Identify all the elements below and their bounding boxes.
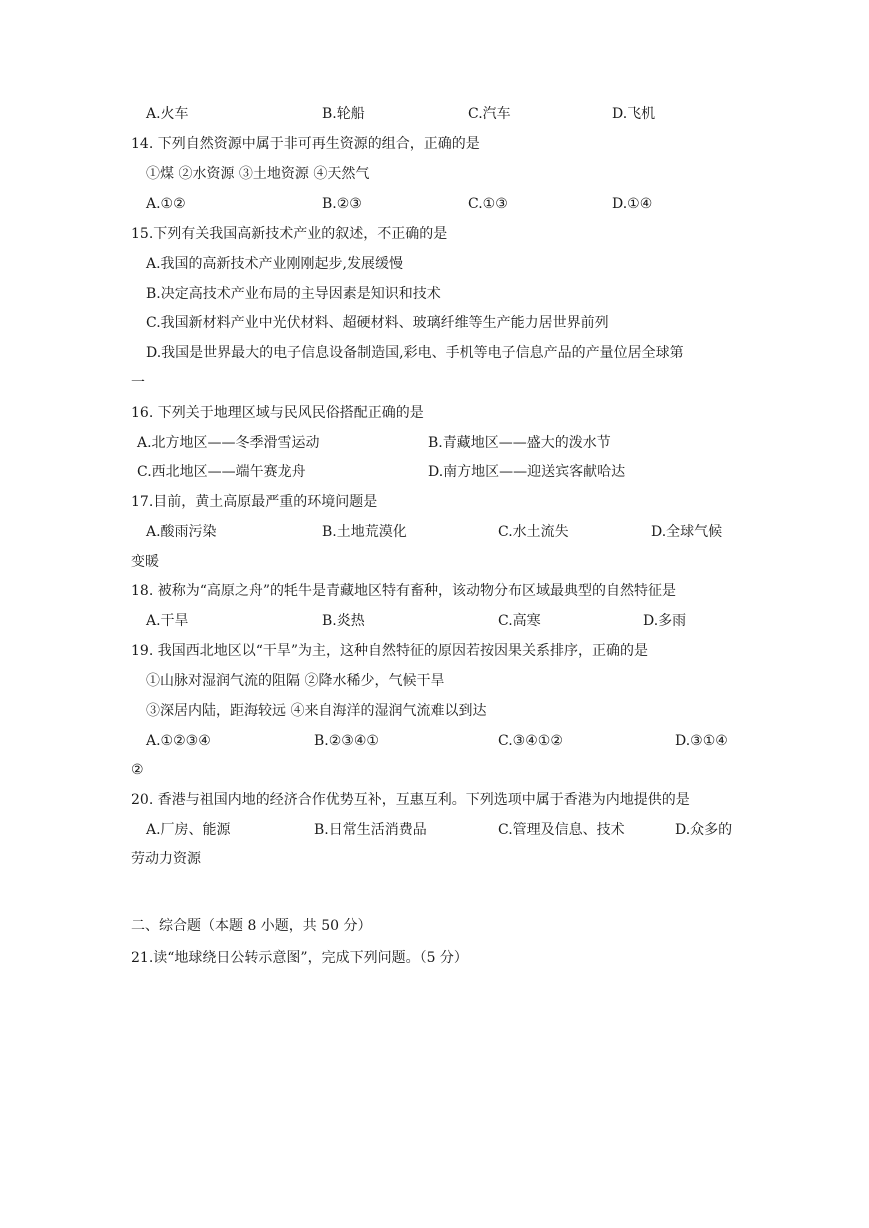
q20-option-d: D.众多的 — [675, 822, 733, 838]
q14-stem: 14. 下列自然资源中属于非可再生资源的组合，正确的是 — [131, 136, 480, 152]
q17-option-d-continuation: 变暖 — [131, 554, 159, 570]
q17-option-c: C.水土流失 — [498, 524, 569, 540]
q15-option-d: D.我国是世界最大的电子信息设备制造国,彩电、手机等电子信息产品的产量位居全球第 — [146, 345, 684, 361]
q18-option-b: B.炎热 — [322, 613, 365, 629]
section-2-title: 二、综合题（本题 8 小题，共 50 分） — [131, 918, 372, 934]
q17-stem: 17.目前，黄土高原最严重的环境问题是 — [131, 494, 378, 510]
q14-option-a: A.①② — [146, 196, 186, 212]
q19-option-d: D.③①④ — [675, 733, 728, 749]
q20-option-a: A.厂房、能源 — [146, 822, 231, 838]
q17-option-a: A.酸雨污染 — [146, 524, 217, 540]
q19-option-c: C.③④①② — [498, 733, 563, 749]
q14-items: ①煤 ②水资源 ③土地资源 ④天然气 — [146, 166, 370, 182]
q18-option-c: C.高寒 — [498, 613, 541, 629]
q19-option-a: A.①②③④ — [146, 733, 211, 749]
q13-option-a: A.火车 — [146, 106, 189, 122]
q20-option-d-continuation: 劳动力资源 — [131, 851, 201, 867]
q20-stem: 20. 香港与祖国内地的经济合作优势互补，互惠互利。下列选项中属于香港为内地提供的是 — [131, 792, 690, 808]
q15-option-d-continuation: 一 — [131, 375, 145, 391]
q18-option-a: A.干旱 — [146, 613, 189, 629]
q13-option-b: B.轮船 — [322, 106, 365, 122]
q14-option-c: C.①③ — [468, 196, 508, 212]
q20-option-b: B.日常生活消费品 — [314, 822, 427, 838]
q18-option-d: D.多雨 — [643, 613, 687, 629]
q13-option-d: D.飞机 — [612, 106, 656, 122]
q13-option-c: C.汽车 — [468, 106, 511, 122]
q15-stem: 15.下列有关我国高新技术产业的叙述，不正确的是 — [131, 226, 448, 242]
q20-option-c: C.管理及信息、技术 — [498, 822, 625, 838]
q19-option-b: B.②③④① — [314, 733, 379, 749]
q19-items-line2: ③深居内陆，距海较远 ④来自海洋的湿润气流难以到达 — [146, 703, 487, 719]
q19-option-d-continuation: ② — [131, 762, 144, 778]
q14-option-b: B.②③ — [322, 196, 362, 212]
q19-items-line1: ①山脉对湿润气流的阻隔 ②降水稀少，气候干旱 — [146, 673, 445, 689]
q21-stem: 21.读“地球绕日公转示意图”，完成下列问题。（5 分） — [131, 950, 468, 966]
q16-option-a: A.北方地区——冬季滑雪运动 — [137, 435, 320, 451]
q16-option-b: B.青藏地区——盛大的泼水节 — [428, 435, 611, 451]
q16-option-c: C.西北地区——端午赛龙舟 — [137, 464, 306, 480]
q16-stem: 16. 下列关于地理区域与民风民俗搭配正确的是 — [131, 405, 424, 421]
q19-stem: 19. 我国西北地区以“干旱”为主，这种自然特征的原因若按因果关系排序，正确的是 — [131, 643, 649, 659]
q15-option-a: A.我国的高新技术产业刚刚起步,发展缓慢 — [146, 256, 404, 272]
q18-stem: 18. 被称为“高原之舟”的牦牛是青藏地区特有畜种，该动物分布区域最典型的自然特征是 — [131, 583, 677, 599]
q16-option-d: D.南方地区——迎送宾客献哈达 — [428, 464, 626, 480]
q17-option-d: D.全球气候 — [651, 524, 723, 540]
q14-option-d: D.①④ — [612, 196, 653, 212]
q17-option-b: B.土地荒漠化 — [322, 524, 407, 540]
q15-option-c: C.我国新材料产业中光伏材料、超硬材料、玻璃纤维等生产能力居世界前列 — [146, 315, 609, 331]
q15-option-b: B.决定高技术产业布局的主导因素是知识和技术 — [146, 286, 441, 302]
